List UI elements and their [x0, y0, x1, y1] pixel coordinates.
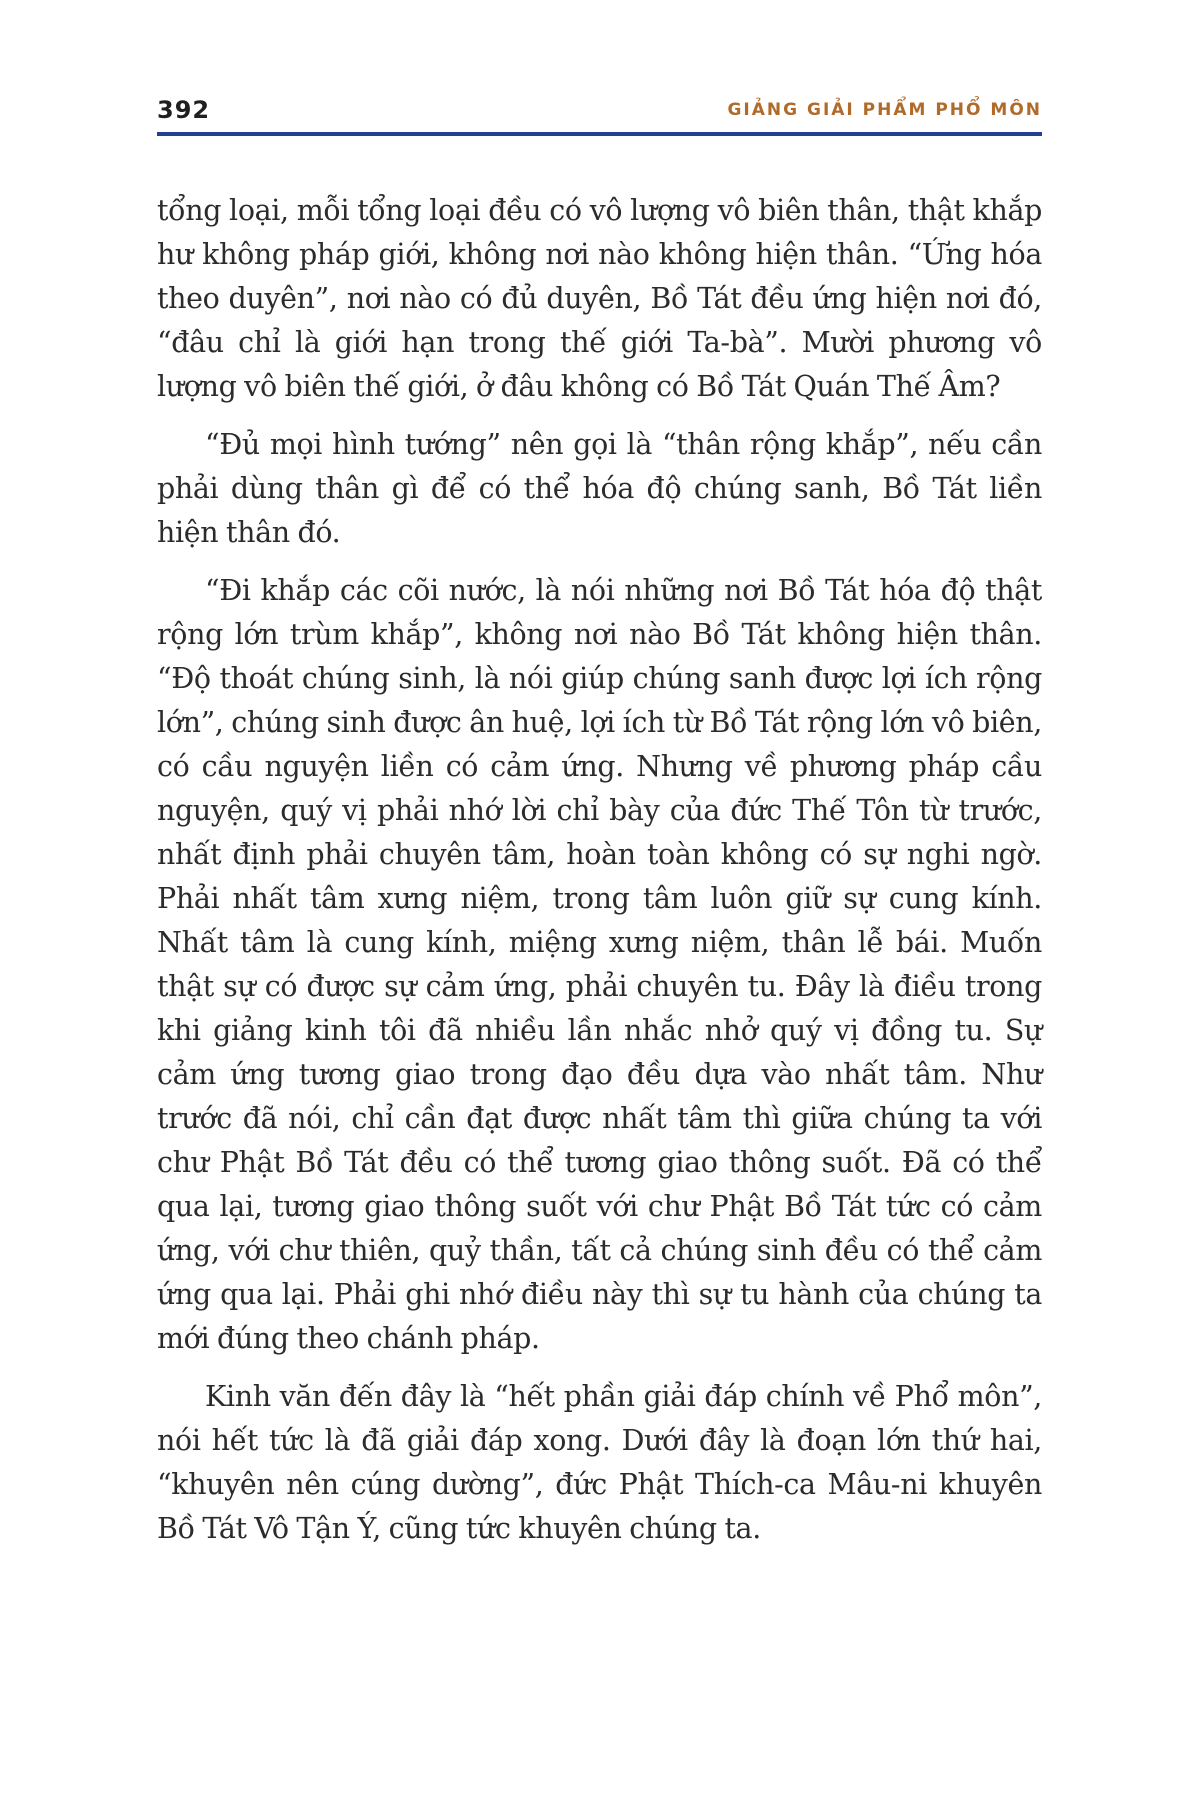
page-number: 392	[157, 96, 211, 124]
paragraph-2: “Đủ mọi hình tướng” nên gọi là “thân rộng khắp”, nếu cần phải dùng thân gì để có thể hóa độ chúng sanh, Bồ Tát liền hiện thân đó.	[157, 428, 1042, 549]
body-text	[157, 189, 1042, 1565]
paragraph-4: Kinh văn đến đây là “hết phần giải đáp chính về Phổ môn”, nói hết tức là đã giải đáp xong. Dưới đây là đoạn lớn thứ hai, “khuyên nên cúng dường”, đức Phật Thích-ca Mâu-ni khuyên Bồ Tát Vô Tận Ý, cũng tức khuyên chúng ta.	[157, 1380, 1042, 1545]
running-title: GIẢNG GIẢI PHẨM PHỔ MÔN	[727, 100, 1042, 120]
page-header	[157, 92, 1042, 132]
paragraph-3: “Đi khắp các cõi nước, là nói những nơi Bồ Tát hóa độ thật rộng lớn trùm khắp”, không nơi nào Bồ Tát không hiện thân. “Độ thoát chúng sinh, là nói giúp chúng sanh được lợi ích rộng lớn”, chúng sinh được ân huệ, lợi ích từ Bồ Tát rộng lớn vô biên, có cầu nguyện liền có cảm ứng. Nhưng về phương pháp cầu nguyện, quý vị phải nhớ lời chỉ bày của đức Thế Tôn từ trước, nhất định phải chuyên tâm, hoàn toàn không có sự nghi ngờ. Phải nhất tâm xưng niệm, trong tâm luôn giữ sự cung kính. Nhất tâm là cung kính, miệng xưng niệm, thân lễ bái. Muốn thật sự có được sự cảm ứng, phải chuyên tu. Đây là điều trong khi giảng kinh tôi đã nhiều lần nhắc nhở quý vị đồng tu. Sự cảm ứng tương giao trong đạo đều dựa vào nhất tâm. Như trước đã nói, chỉ cần đạt được nhất tâm thì giữa chúng ta với chư Phật Bồ Tát đều có thể tương giao thông suốt. Đã có thể qua lại, tương giao thông suốt với chư Phật Bồ Tát tức có cảm ứng, với chư thiên, quỷ thần, tất cả chúng sinh đều có thể cảm ứng qua lại. Phải ghi nhớ điều này thì sự tu hành của chúng ta mới đúng theo chánh pháp.	[157, 574, 1042, 1355]
header-divider	[157, 132, 1042, 136]
paragraph-1: tổng loại, mỗi tổng loại đều có vô lượng vô biên thân, thật khắp hư không pháp giới, không nơi nào không hiện thân. “Ứng hóa theo duyên”, nơi nào có đủ duyên, Bồ Tát đều ứng hiện nơi đó, “đâu chỉ là giới hạn trong thế giới Ta-bà”. Mười phương vô lượng vô biên thế giới, ở đâu không có Bồ Tát Quán Thế Âm?	[157, 194, 1042, 403]
